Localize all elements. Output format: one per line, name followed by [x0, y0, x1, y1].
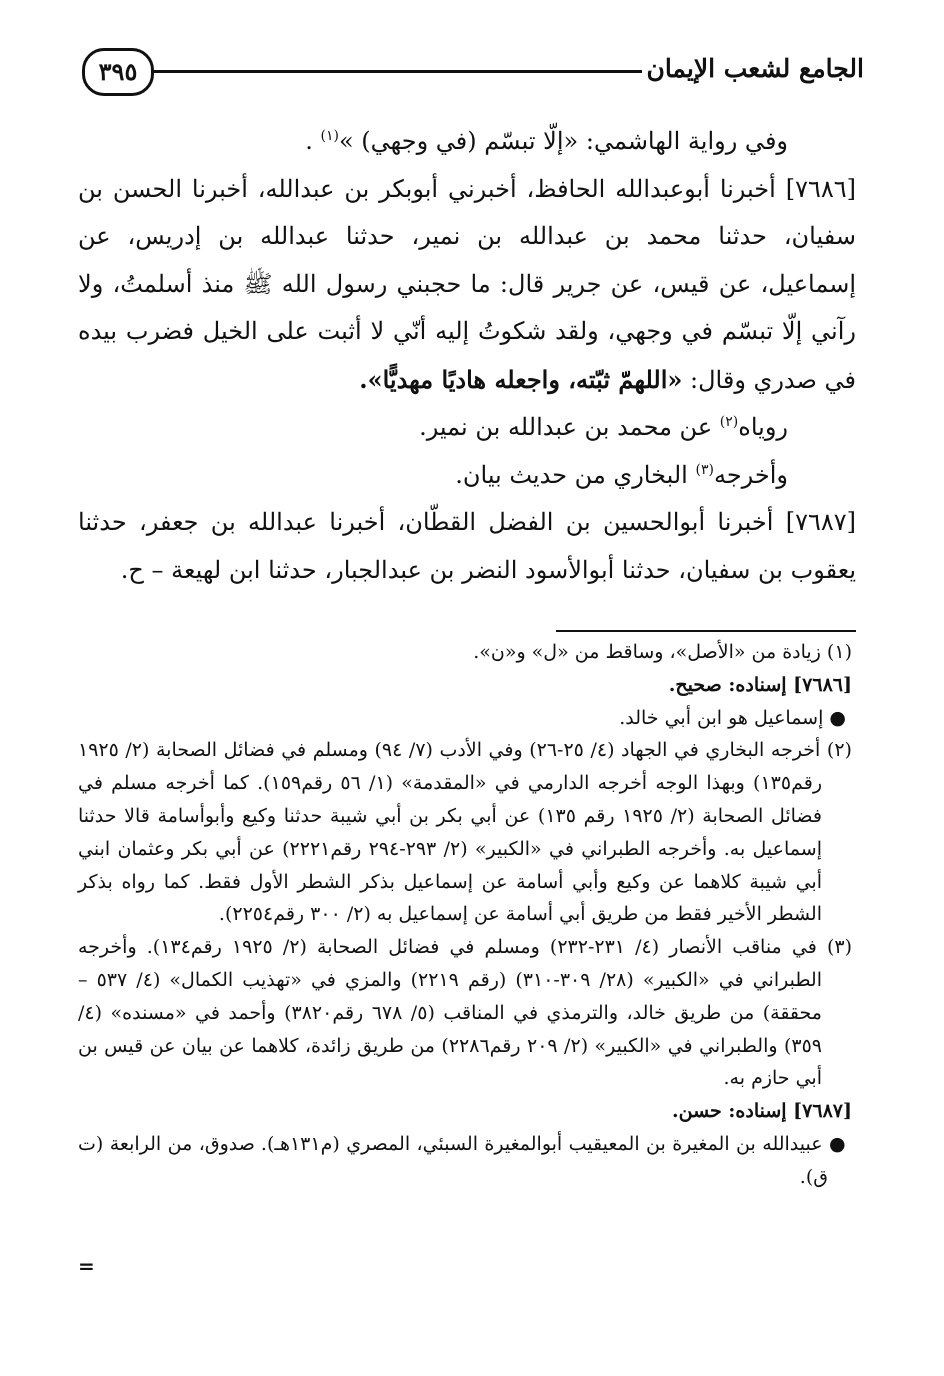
hadith-7686-text: [٧٦٨٦] أخبرنا أبوعبدالله الحافظ، أخبرني أبوبكر بن عبدالله، أخبرنا الحسن بن سفيان، حدثنا محمد بن عبدالله بن نمير، حدثنا عبدالله بن إدريس، عن إسماعيل، عن قيس، عن جرير قال: ما حجبني رسول الله ﷺ منذ أسلمتُ، ولا رآني إلّا تبسّم في وجهي، ولقد شكوتُ إليه أنّي لا أثبت على الخيل فضرب بيده في صدري وقال: [78, 174, 857, 394]
footnote-3: (٣) في مناقب الأنصار (٤/ ٢٣١-٢٣٢) ومسلم في فضائل الصحابة (٢/ ١٩٢٥ رقم١٣٤). وأخرجه الطبراني في «الكبير» (٢٨/ ٣٠٩-٣١٠) (رقم ٢٢١٩) والمزي في «تهذيب الكمال» (٤/ ٥٣٧ – محققة) من طريق خالد، والترمذي في المناقب (٥/ ٦٧٨ رقم٣٨٢٠) وأحمد في «مسنده» (٤/ ٣٥٩) والطبراني في «الكبير» (٢/ ٢٠٩ رقم٢٢٨٦) من طريق زائدة، كلاهما عن بيان عن قيس بن أبي حازم به. [78, 936, 852, 1090]
rawayah-rest: عن محمد بن عبدالله بن نمير. [419, 413, 713, 441]
bullet-7687: ● عبيدالله بن المغيرة بن المعيقيب أبوالمغيرة السبئي، المصري (م١٣١هـ). صدوق، من الرابعة (ت ق). [78, 1132, 846, 1188]
isnad-7686: [٧٦٨٦] إسناده: صحيح. [668, 673, 852, 696]
akhrajah-line [78, 452, 856, 500]
footnote-2: (٢) أخرجه البخاري في الجهاد (٤/ ٢٥-٢٦) وفي الأدب (٧/ ٩٤) ومسلم في فضائل الصحابة (٢/ ١٩٢٥ رقم١٣٥) وبهذا الوجه أخرجه الدارمي في «المقدمة» (١/ ٥٦ رقم١٥٩). كما أخرجه مسلم في فضائل الصحابة (٢/ ١٩٢٥ رقم ١٣٥) عن أبي بكر بن أبي شيبة حدثنا وكيع وأبوأسامة قالا حدثنا إسماعيل به. وأخرجه الطبراني في «الكبير» (٢/ ٢٩٣-٢٩٤ رقم٢٢٢١) عن أبي بكر وعثمان ابني أبي شيبة كلاهما عن وكيع وأبي أسامة عن إسماعيل بذكر الشطر الأول فقط. كما رواه بذكر الشطر الأخير فقط من طريق أبي أسامة عن إسماعيل به (٢/ ٣٠٠ رقم٢٢٥٤). [78, 739, 852, 926]
continuation-mark: = [78, 1254, 95, 1278]
page-number: ٣٩٥ [82, 48, 154, 96]
footnote-marker-3: (٣) [695, 461, 714, 478]
hadith-7686 [78, 166, 856, 405]
hadith-7687: [٧٦٨٧] أخبرنا أبوالحسين بن الفضل القطّان، أخبرنا عبدالله بن جعفر، حدثنا يعقوب بن سفيان، حدثنا أبوالأسود النضر بن عبدالجبار، حدثنا ابن لهيعة – ح. [78, 508, 856, 584]
page-header [70, 44, 864, 100]
footnote-marker-1: (١) [320, 128, 339, 144]
footnote-marker-2: (٢) [719, 414, 739, 430]
footnote-separator [556, 630, 856, 632]
footnotes [78, 636, 852, 1194]
dua-text: «اللهمّ ثبّته، واجعله هاديًا مهديًّا». [359, 364, 683, 394]
book-title: الجامع لشعب الإيمان [646, 54, 864, 83]
bullet-7686: ● إسماعيل هو ابن أبي خالد. [619, 706, 846, 729]
rawayah-word: روياه [738, 413, 788, 441]
footnote-1: (١) زيادة من «الأصل»، وساقط من «ل» و«ن». [473, 641, 852, 663]
hashimi-text: وفي رواية الهاشمي: «إلّا تبسّم (في وجهي) » [338, 127, 788, 155]
main-text [78, 118, 856, 594]
hashimi-line: وفي رواية الهاشمي: «إلّا تبسّم (في وجهي) »$^{(١)}$ . [305, 127, 788, 155]
rawayah-line [78, 404, 856, 452]
akhrajah-word: وأخرجه [713, 460, 788, 489]
isnad-7687: [٧٦٨٧] إسناده: حسن. [672, 1100, 852, 1123]
akhrajah-rest: البخاري من حديث بيان. [455, 460, 688, 489]
header-rule [152, 70, 642, 73]
